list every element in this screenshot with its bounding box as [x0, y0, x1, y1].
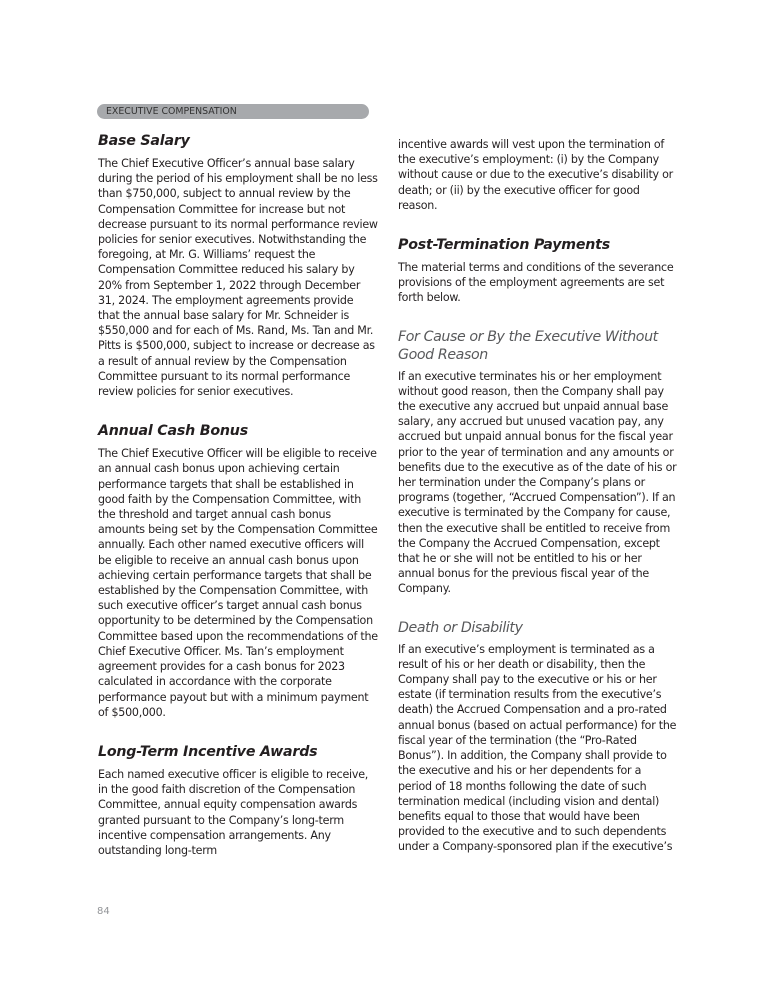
paragraph-ltip-continuation: incentive awards will vest upon the termination of the executive’s employment: (i) by the Company without cause or due to the executive’s disability or death; or (ii) by the executive officer for good reason.	[398, 138, 673, 212]
left-column	[98, 132, 378, 858]
paragraph-annual-cash-bonus: The Chief Executive Officer will be eligible to receive an annual cash bonus upon achieving certain performance targets that shall be established in good faith by the Compensation Committee, with the threshold and target annual cash bonus amounts being set by the Compensation Committee annually. Each other named executive officers will be eligible to receive an annual cash bonus upon achieving certain performance targets that shall be established by the Compensation Committee, with such executive officer’s target annual cash bonus opportunity to be determined by the Compensation Committee based upon the recommendations of the Chief Executive Officer. Ms. Tan’s employment agreement provides for a cash bonus for 2023 calculated in accordance with the corporate performance payout but with a minimum payment of $500,000.	[98, 447, 378, 719]
right-column	[398, 137, 678, 855]
spacer	[398, 306, 678, 328]
heading-annual-cash-bonus: Annual Cash Bonus	[98, 423, 248, 440]
paragraph-base-salary: The Chief Executive Officer’s annual base salary during the period of his employment shall be no less than $750,000, subject to annual review by the Compensation Committee for increase but not decrease pursuant to its normal performance review policies for senior executives. Notwithstanding the foregoing, at Mr. G. Williams’ request the Compensation Committee reduced his salary by 20% from September 1, 2022 through December 31, 2024. The employment agreements provide that the annual base salary for Mr. Schneider is $550,000 and for each of Ms. Rand, Ms. Tan and Mr. Pitts is $500,000, subject to increase or decrease as a result of annual review by the Compensation Committee pursuant to its normal performance review policies for senior executives.	[98, 157, 378, 399]
spacer	[98, 720, 378, 743]
spacer	[398, 597, 678, 619]
spacer	[398, 213, 678, 236]
heading-base-salary: Base Salary	[98, 133, 190, 149]
page-number: 84	[97, 906, 110, 917]
paragraph-long-term-incentive: Each named executive officer is eligible to receive, in the good faith discretion of the Compensation Committee, annual equity compensation awards granted pursuant to the Company’s long-term incentive compensation arrangements. Any outstanding long-term	[98, 767, 369, 857]
paragraph-post-termination: The material terms and conditions of the severance provisions of the employment agreements are set forth below.	[398, 261, 674, 305]
section-header-bar	[97, 104, 369, 119]
spacer	[98, 399, 378, 422]
subheading-death-disability: Death or Disability	[398, 619, 523, 636]
subheading-for-cause: For Cause or By the Executive Without Good Reason	[398, 328, 658, 363]
section-label: EXECUTIVE COMPENSATION	[106, 106, 237, 117]
heading-post-termination: Post-Termination Payments	[398, 237, 610, 254]
paragraph-death-disability: If an executive’s employment is terminated as a result of his or her death or disability, then the Company shall pay to the executive or his or her estate (if termination results from the executive’s death) the Accrued Compensation and a pro-rated annual bonus (based on actual performance) for the fiscal year of the termination (the “Pro-Rated Bonus”). In addition, the Company shall provide to the executive and his or her dependents for a period of 18 months following the date of such termination medical (including vision and dental) benefits equal to those that would have been provided to the executive and to such dependents under a Company-sponsored plan if the executive’s	[398, 642, 677, 854]
heading-long-term-incentive: Long-Term Incentive Awards	[98, 743, 318, 760]
paragraph-for-cause: If an executive terminates his or her employment without good reason, then the Company shall pay the executive any accrued but unpaid annual base salary, any accrued but unused vacation pay, any accrued but unpaid annual bonus for the fiscal year prior to the year of termination and any amounts or benefits due to the executive as of the date of his or her termination under the Company’s plans or programs (together, “Accrued Compensation”). If an executive is terminated by the Company for cause, then the executive shall be entitled to receive from the Company the Accrued Compensation, except that he or she will not be entitled to his or her annual bonus for the previous fiscal year of the Company.	[398, 369, 677, 596]
